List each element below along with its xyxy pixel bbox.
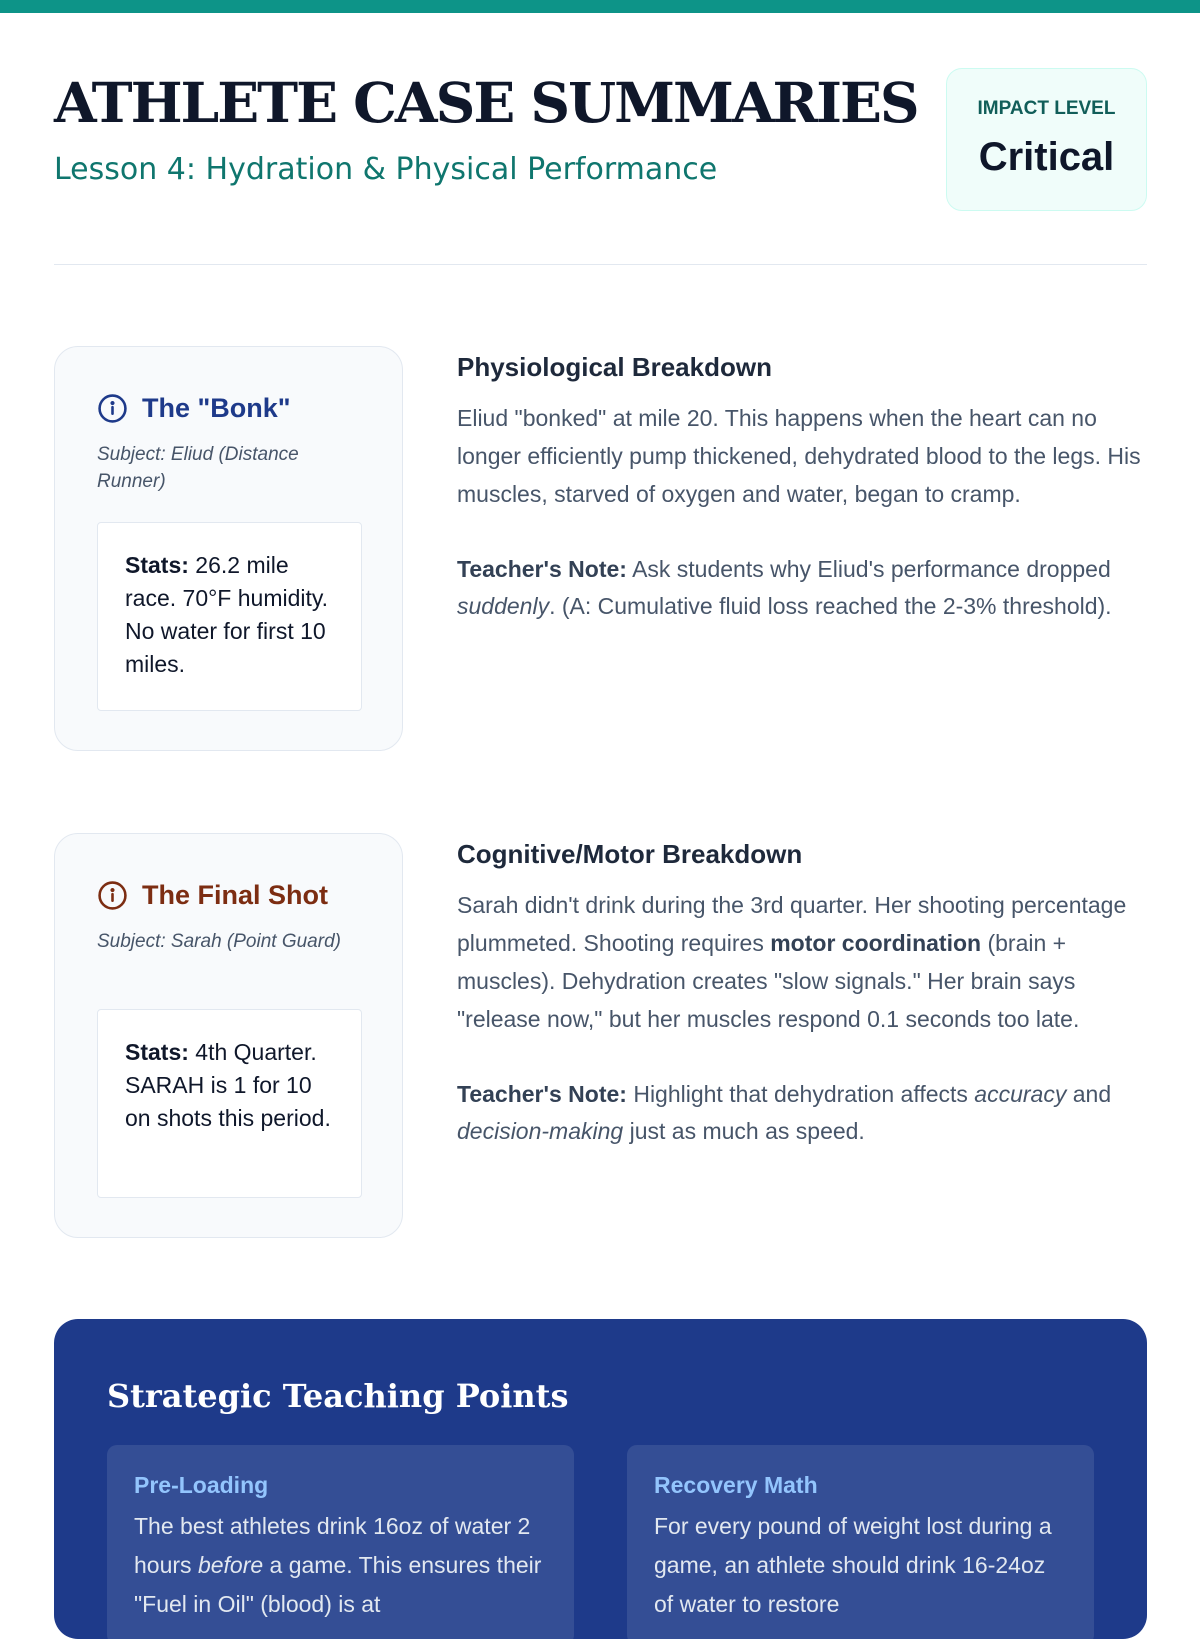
teacher-note-label: Teacher's Note: (457, 1081, 627, 1107)
teaching-point-emphasis: before (197, 1552, 264, 1578)
breakdown-text: (brain + muscles). Dehydration creates "slow signals." Her brain says "release now," but her muscles respond 0.1 seconds too late. (457, 930, 1080, 1032)
breakdown-cognitive-motor (457, 836, 1157, 1150)
teacher-note-label: Teacher's Note: (457, 556, 627, 582)
teacher-note-emphasis: accuracy (974, 1081, 1067, 1107)
case-title: The Final Shot (142, 880, 328, 910)
teaching-point-body (654, 1507, 1067, 1624)
case-stats-box (97, 1009, 362, 1198)
breakdown-body: Eliud "bonked" at mile 20. This happens when the heart can no longer efficiently pump thickened, dehydrated blood to the legs. His muscles, starved of oxygen and water, began to cramp. (457, 405, 1141, 507)
impact-level-label: IMPACT LEVEL (977, 98, 1116, 119)
header-divider (54, 264, 1147, 265)
page-header (54, 68, 1147, 213)
page-title: ATHLETE CASE SUMMARIES (54, 70, 918, 135)
strategy-title: Strategic Teaching Points (107, 1377, 569, 1415)
breakdown-emphasis: motor coordination (770, 930, 982, 956)
stats-text: 4th Quarter. SARAH is 1 for 10 on shots this period. (125, 1039, 331, 1131)
teaching-point-text: a game. This ensures their "Fuel in Oil" (blood) is at (134, 1552, 542, 1617)
impact-level-badge (946, 68, 1147, 211)
teacher-note (457, 1076, 1157, 1150)
impact-level-value: Critical (978, 135, 1115, 179)
case-title: The "Bonk" (142, 393, 291, 423)
stats-label: Stats: (125, 1039, 189, 1065)
case-stats-box (97, 522, 362, 711)
teacher-note (457, 551, 1157, 625)
breakdown-title: Cognitive/Motor Breakdown (457, 839, 803, 869)
info-circle-icon (97, 393, 128, 424)
teaching-point-recovery-math (627, 1445, 1094, 1645)
teaching-point-pre-loading (107, 1445, 574, 1645)
case-subject: Subject: Eliud (Distance Runner) (97, 444, 299, 492)
teacher-note-text: Ask students why Eliud's performance dropped (632, 556, 1111, 582)
lesson-subtitle: Lesson 4: Hydration & Physical Performance (54, 152, 718, 187)
case-header (97, 878, 328, 912)
case-card-bonk (54, 346, 403, 751)
teacher-note-text: . (A: Cumulative fluid loss reached the 2-3% threshold). (549, 593, 1112, 619)
teaching-point-title: Recovery Math (654, 1472, 818, 1498)
stats-text: 26.2 mile race. 70°F humidity. No water for first 10 miles. (125, 552, 329, 677)
case-subject: Subject: Sarah (Point Guard) (97, 931, 341, 952)
case-header (97, 391, 291, 425)
breakdown-body (457, 886, 1157, 1038)
teacher-note-emphasis: suddenly (457, 593, 550, 619)
info-circle-icon (97, 880, 128, 911)
breakdown-title: Physiological Breakdown (457, 352, 772, 382)
teacher-note-emphasis: decision-making (457, 1118, 624, 1144)
breakdown-physiological (457, 349, 1157, 625)
stats-label: Stats: (125, 552, 189, 578)
teaching-point-text: For every pound of weight lost during a game, an athlete should drink 16-24oz of water to restore (654, 1513, 1052, 1617)
teacher-note-text: and (1072, 1081, 1112, 1107)
breakdown-text: Sarah didn't drink during the 3rd quarter. Her shooting percentage plummeted. Shooting requires (457, 892, 1127, 956)
strategic-teaching-points (54, 1319, 1147, 1639)
teaching-point-text: The best athletes drink 16oz of water 2 hours (134, 1513, 531, 1578)
top-accent-bar (0, 0, 1200, 13)
teacher-note-text: just as much as speed. (629, 1118, 865, 1144)
teacher-note-text: Highlight that dehydration affects (633, 1081, 968, 1107)
case-card-final-shot (54, 833, 403, 1238)
teaching-point-body (134, 1507, 547, 1624)
teaching-point-title: Pre-Loading (134, 1472, 269, 1498)
